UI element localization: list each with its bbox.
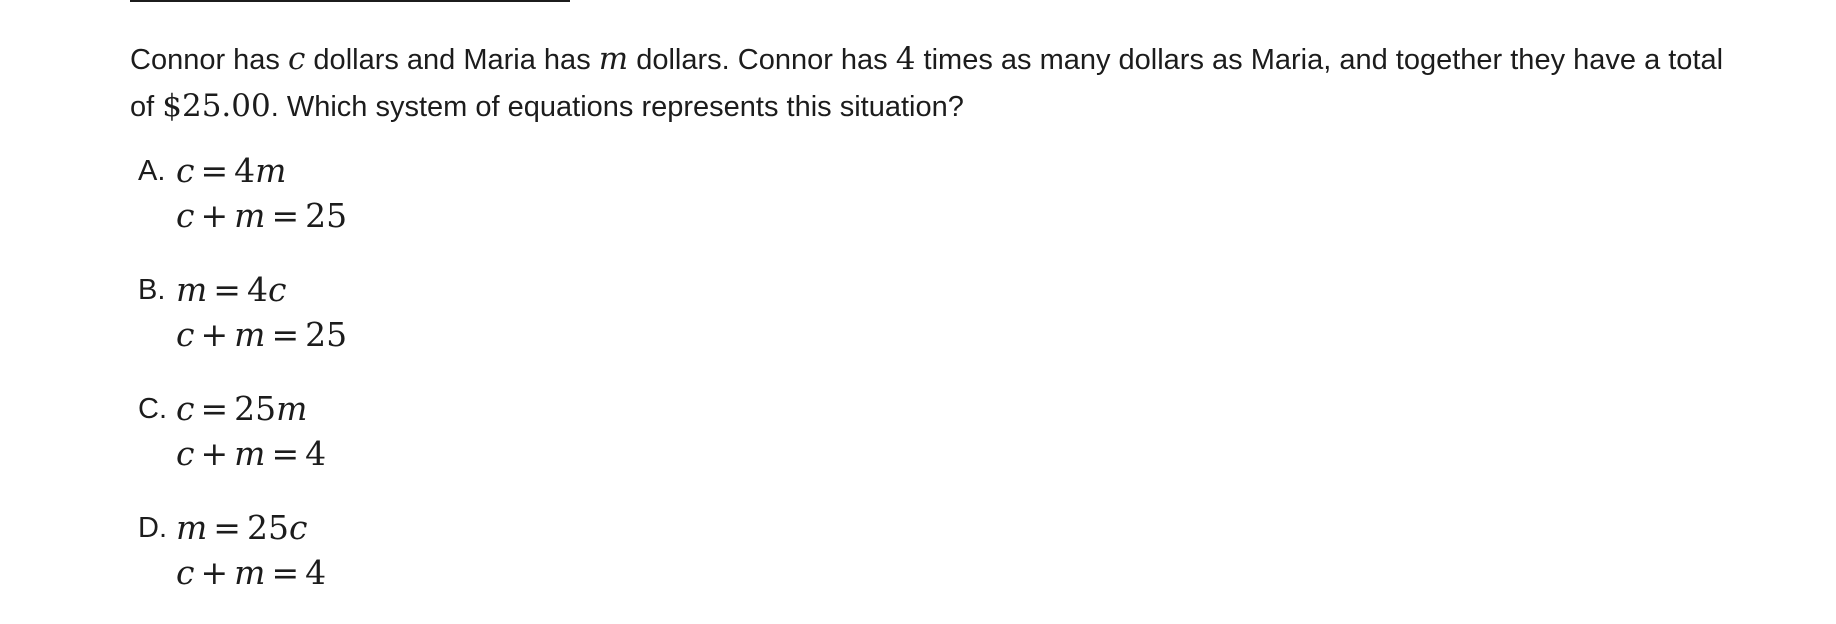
- choice-d-equation-2: c + m = 4: [176, 553, 327, 592]
- choice-letter: A.: [138, 155, 166, 187]
- choice-a-equation-2: c + m = 25: [176, 196, 348, 235]
- number-four: 4: [895, 41, 916, 77]
- choice-b-equation-1: m = 4c: [176, 270, 287, 309]
- choice-c-equation-1: c = 25m: [176, 389, 308, 428]
- choice-d-equation-1: m = 25c: [176, 508, 308, 547]
- choice-letter: B.: [138, 274, 166, 306]
- question-part-5: . Which system of equations represents this situation?: [270, 91, 964, 123]
- variable-c: c: [288, 41, 306, 77]
- question-part-2: dollars and Maria has: [305, 44, 599, 76]
- question-part-4: times as many dollars as Maria, and together they have a total of: [130, 44, 1724, 123]
- choice-letter: C.: [138, 393, 167, 425]
- top-divider: [130, 0, 570, 2]
- variable-m: m: [598, 41, 629, 77]
- question-text: [130, 36, 1730, 130]
- question-part-1: Connor has: [130, 44, 288, 76]
- total-amount: $25.00: [162, 88, 271, 124]
- question-part-3: dollars. Connor has: [628, 44, 896, 76]
- choice-b-equation-2: c + m = 25: [176, 315, 348, 354]
- choice-a-equation-1: c = 4m: [176, 151, 287, 190]
- choice-c-equation-2: c + m = 4: [176, 434, 327, 473]
- choice-letter: D.: [138, 512, 167, 544]
